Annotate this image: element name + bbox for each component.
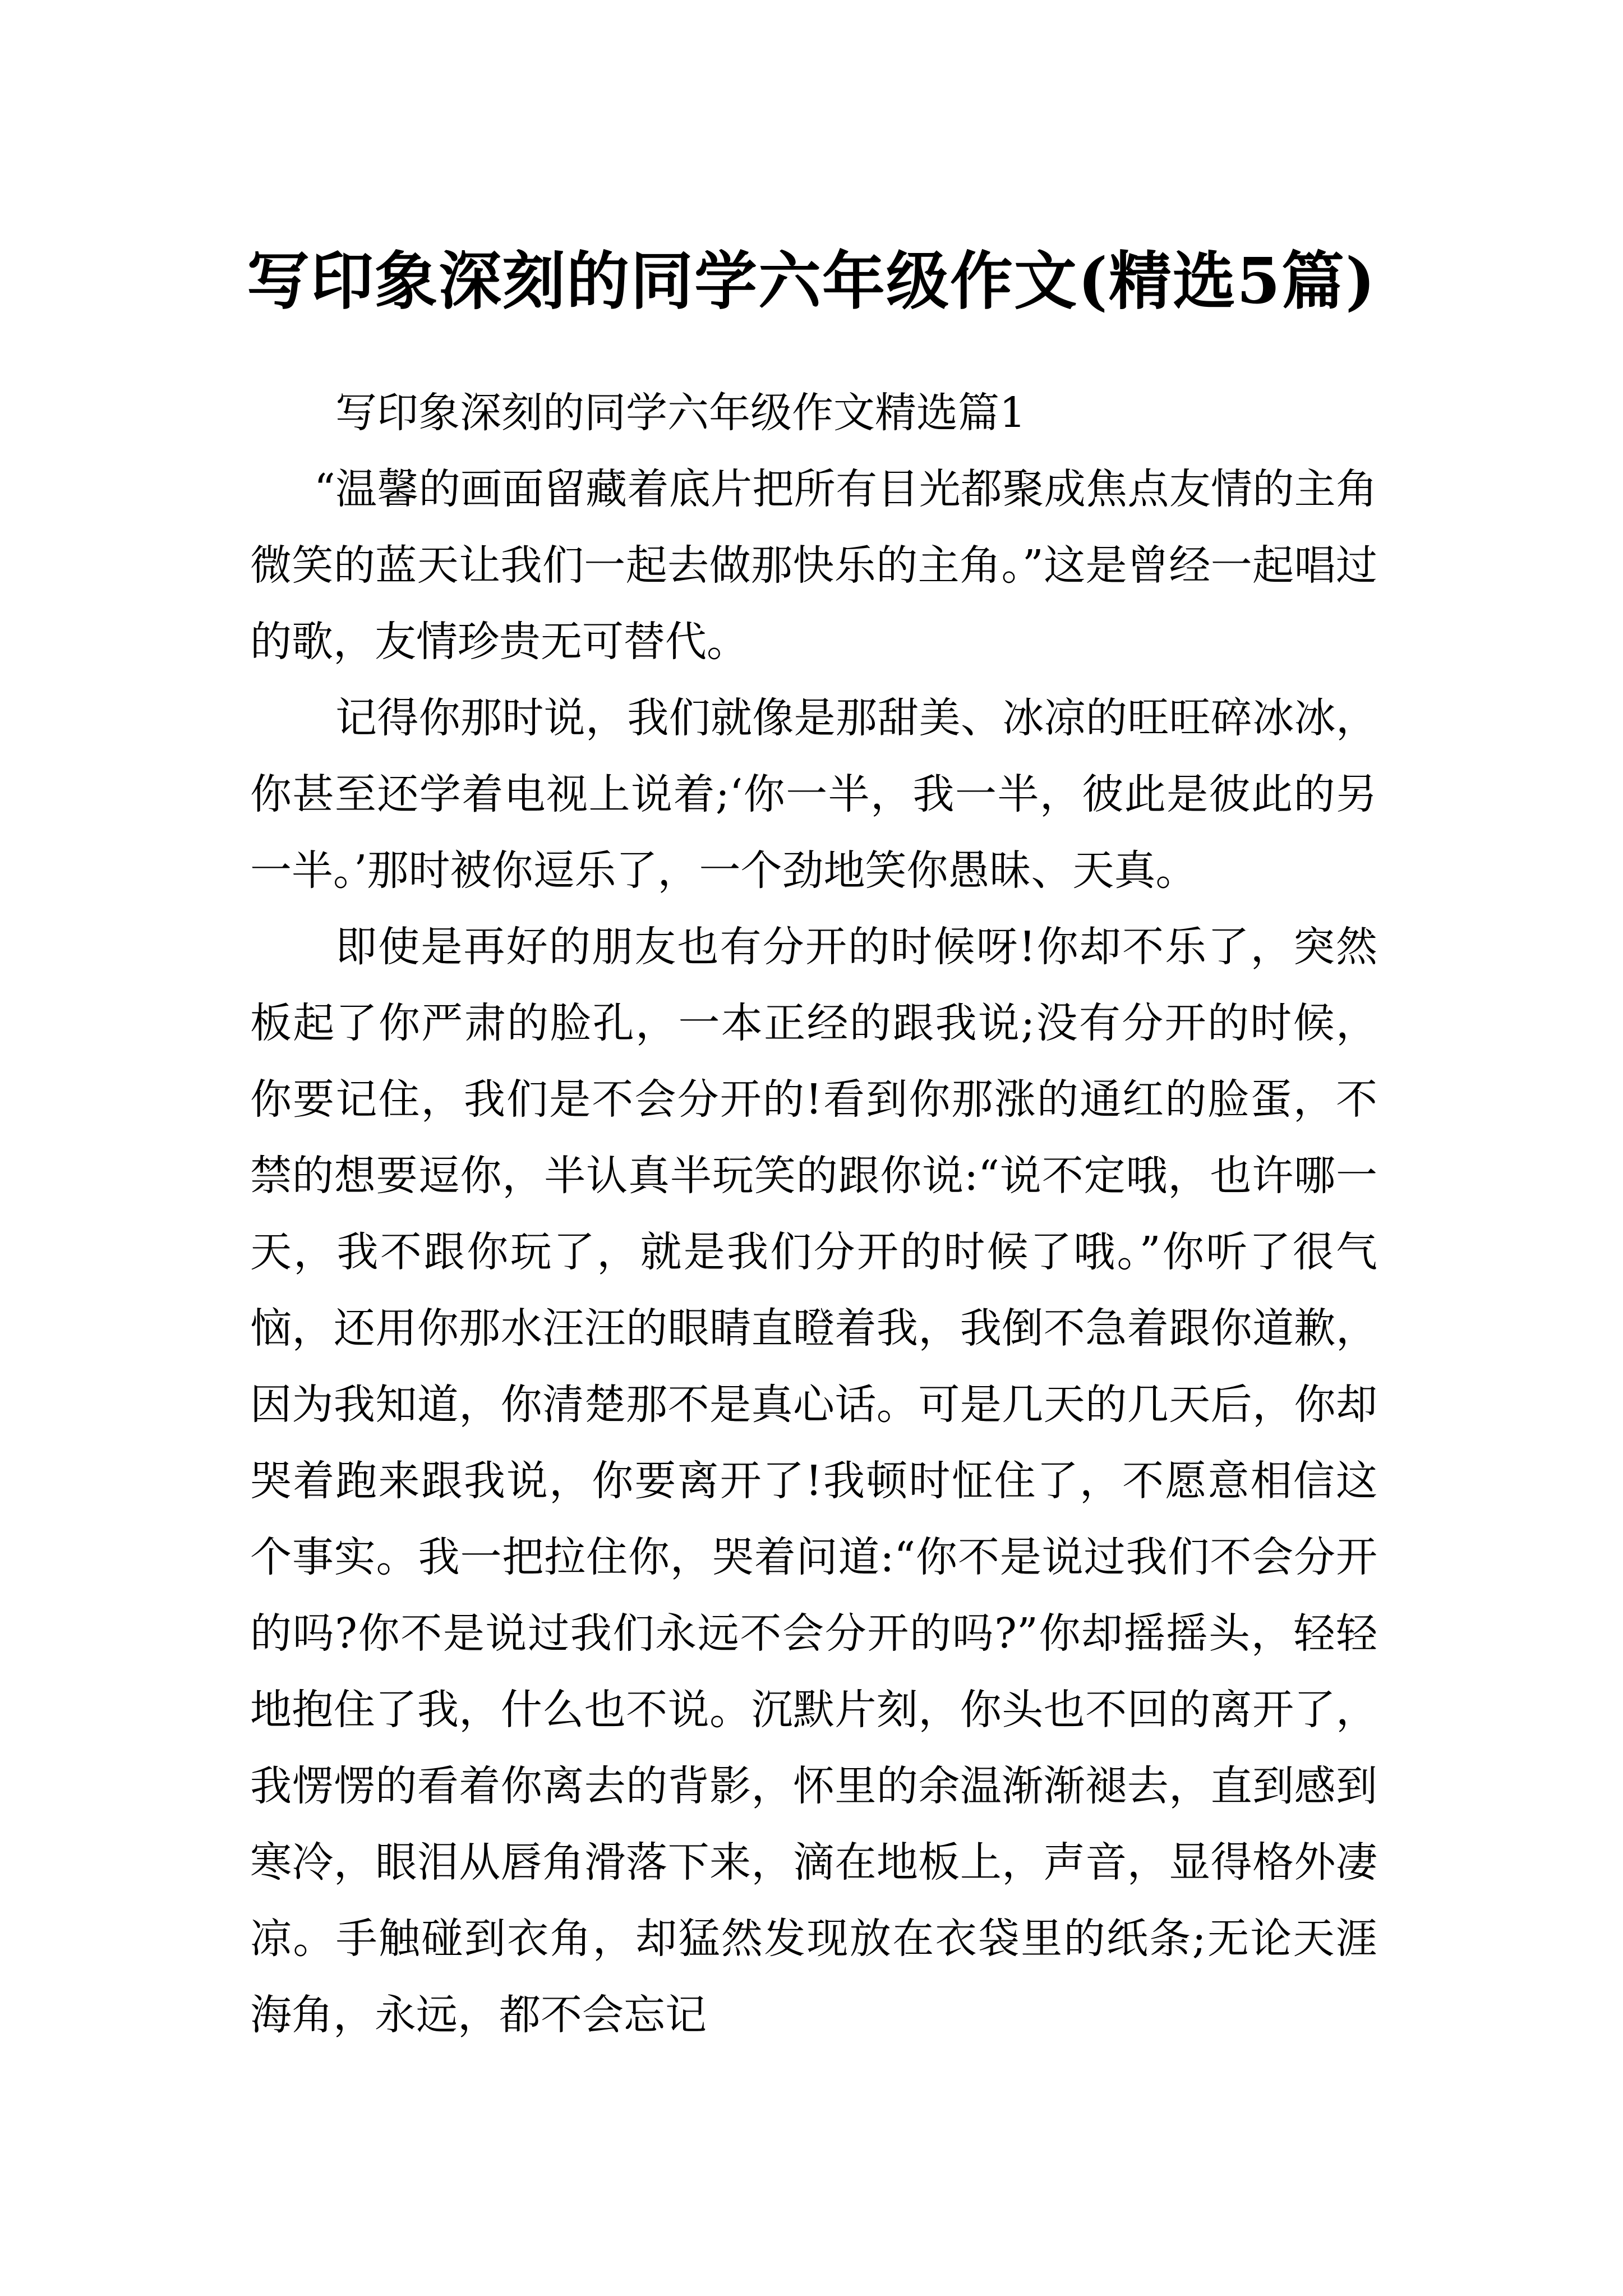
- section-heading: 写印象深刻的同学六年级作文精选篇1: [335, 389, 1026, 437]
- paragraph-3: 即使是再好的朋友也有分开的时候呀!你却不乐了，突然板起了你严肃的脸孔，一本正经的跟我说;没有分开的时候，你要记住，我们是不会分开的!看到你那涨的通红的脸蛋，不禁的想要逗你，半认真半玩笑的跟你说:“说不定哦，也许哪一天，我不跟你玩了，就是我们分开的时候了哦。”你听了很气恼，还用你那水汪汪的眼睛直瞪着我，我倒不急着跟你道歉，因为我知道，你清楚那不是真心话。可是几天的几天后，你却哭着跑来跟我说，你要离开了!我顿时怔住了，不愿意相信这个事实。我一把拉住你，哭着问道:“你不是说过我们不会分开的吗?你不是说过我们永远不会分开的吗?”你却摇摇头，轻轻地抱住了我，什么也不说。沉默片刻，你头也不回的离开了，我愣愣的看着你离去的背影，怀里的余温渐渐褪去，直到感到寒冷，眼泪从唇角滑落下来，滴在地板上，声音，显得格外凄凉。手触碰到衣角，却猛然发现放在衣袋里的纸条;无论天涯海角，永远，都不会忘记: [250, 923, 1377, 2039]
- paragraph-2: 记得你那时说，我们就像是那甜美、冰凉的旺旺碎冰冰，你甚至还学着电视上说着;‘你一半，我一半，彼此是彼此的另一半。’那时被你逗乐了，一个劲地笑你愚昧、天真。: [250, 694, 1377, 895]
- document-body: [250, 375, 1377, 2053]
- document-title: 写印象深刻的同学六年级作文(精选5篇): [247, 245, 1376, 319]
- paragraph-1: “温馨的画面留藏着底片把所有目光都聚成焦点友情的主角微笑的蓝天让我们一起去做那快乐的主角。”这是曾经一起唱过的歌，友情珍贵无可替代。: [250, 465, 1377, 666]
